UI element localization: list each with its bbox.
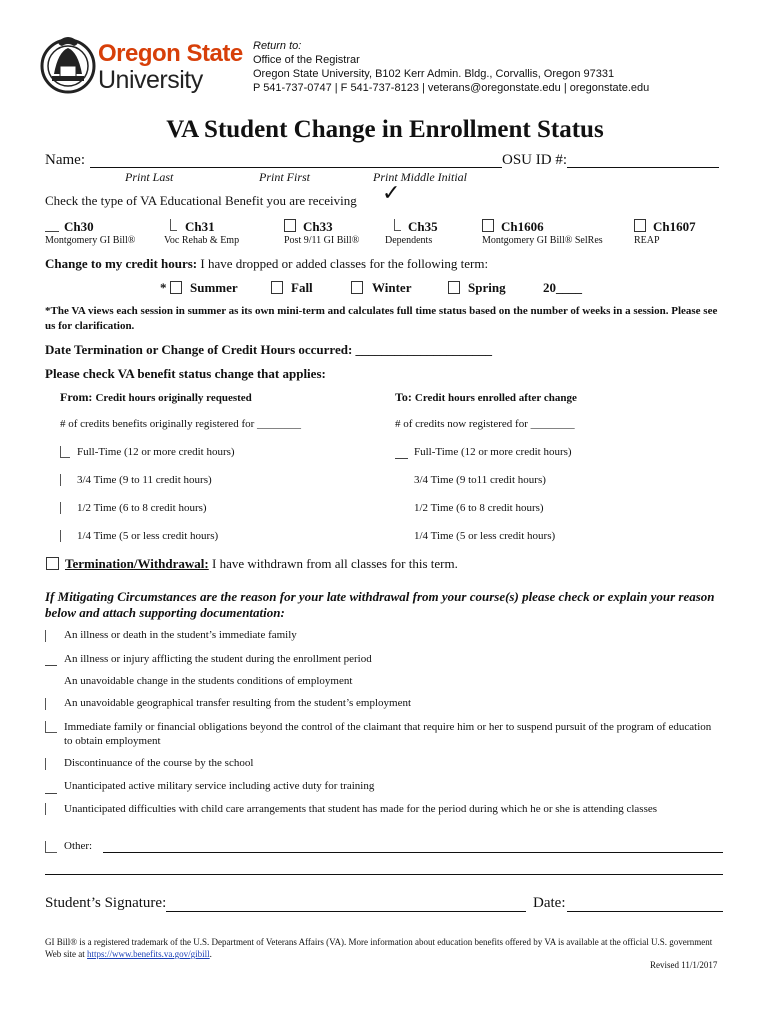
ch35-desc: Dependents xyxy=(385,235,433,246)
summer-asterisk: * xyxy=(160,280,167,295)
to-three-quarter-label: 3/4 Time (9 to11 credit hours) xyxy=(414,474,546,486)
ch33-checkbox[interactable] xyxy=(284,219,296,232)
from-three-quarter-label: 3/4 Time (9 to 11 credit hours) xyxy=(77,474,212,486)
mitigating-8-checkbox[interactable] xyxy=(45,803,46,815)
signature-label: Student’s Signature: xyxy=(45,895,167,911)
ch35-label: Ch35 xyxy=(408,219,438,234)
from-quarter-label: 1/4 Time (5 or less credit hours) xyxy=(77,530,219,542)
winter-label: Winter xyxy=(372,280,412,295)
benefit-prompt: Check the type of VA Educational Benefit you are receiving xyxy=(45,193,357,208)
mitigating-1-label: An illness or death in the student’s immediate family xyxy=(64,629,297,641)
mitigating-4-checkbox[interactable] xyxy=(45,698,46,710)
footer-note xyxy=(45,936,727,960)
page-title: VA Student Change in Enrollment Status xyxy=(166,116,604,143)
to-fulltime-checkbox[interactable] xyxy=(395,458,408,459)
spring-label: Spring xyxy=(468,280,506,295)
mitigating-4-label: An unavoidable geographical transfer resulting from the student’s employment xyxy=(64,697,412,709)
print-first-label: Print First xyxy=(259,170,311,184)
mitigating-5-label: Immediate family or financial obligations beyond the control of the claimant that require him or her to suspend pursuit of the program of education to obtain employment xyxy=(64,721,712,747)
termination-checkbox[interactable] xyxy=(46,557,59,570)
osu-id-field[interactable] xyxy=(567,167,719,168)
ch31-desc: Voc Rehab & Emp xyxy=(164,235,240,246)
checkmark-icon: ✓ xyxy=(382,180,401,205)
to-half-label: 1/2 Time (6 to 8 credit hours) xyxy=(414,502,544,514)
credit-change-text: I have dropped or added classes for the following term: xyxy=(197,256,489,271)
from-fulltime-checkbox[interactable] xyxy=(60,446,70,458)
mitigating-7-checkbox[interactable] xyxy=(45,793,57,794)
to-fulltime-label: Full-Time (12 or more credit hours) xyxy=(414,446,572,458)
mitigating-6-checkbox[interactable] xyxy=(45,758,46,770)
status-change-heading: Please check VA benefit status change that applies: xyxy=(45,366,326,381)
date-termination: Date Termination or Change of Credit Hours occurred: _____________________ xyxy=(45,342,493,357)
to-credits: # of credits now registered for ________ xyxy=(395,418,575,430)
to-text: Credit hours enrolled after change xyxy=(414,392,577,404)
fall-checkbox[interactable] xyxy=(271,281,283,294)
name-field[interactable] xyxy=(90,167,502,168)
fall-label: Fall xyxy=(291,280,313,295)
ch30-checkbox[interactable] xyxy=(45,231,59,232)
logo-line2: University xyxy=(98,66,203,94)
from-three-quarter-checkbox[interactable] xyxy=(60,474,61,486)
logo-line1: Oregon State xyxy=(98,40,243,67)
from-half-label: 1/2 Time (6 to 8 credit hours) xyxy=(77,502,207,514)
termination-label: Termination/Withdrawal: xyxy=(65,556,209,571)
termination-text: I have withdrawn from all classes for this term. xyxy=(208,556,458,571)
from-text: Credit hours originally requested xyxy=(95,392,252,404)
mitigating-1-checkbox[interactable] xyxy=(45,630,46,642)
ch33-desc: Post 9/11 GI Bill® xyxy=(284,235,360,246)
mitigating-8-label: Unanticipated difficulties with child care arrangements that student has made for the period during which he or she is attending classes xyxy=(64,803,658,815)
name-label: Name: xyxy=(45,152,85,168)
gibill-link[interactable]: https://www.benefits.va.gov/gibill xyxy=(87,949,210,959)
print-last-label: Print Last xyxy=(125,170,174,184)
ch30-desc: Montgomery GI Bill® xyxy=(45,235,136,246)
mitigating-7-label: Unanticipated active military service including active duty for training xyxy=(64,780,375,792)
from-half-checkbox[interactable] xyxy=(60,502,61,514)
ch1607-desc: REAP xyxy=(634,235,660,246)
credit-change-line xyxy=(45,256,488,272)
ch30-label: Ch30 xyxy=(64,219,94,234)
from-heading xyxy=(60,390,252,405)
ch1607-label: Ch1607 xyxy=(653,219,696,234)
from-quarter-checkbox[interactable] xyxy=(60,530,61,542)
return-office: Office of the Registrar xyxy=(253,54,360,66)
to-label: To: xyxy=(395,390,412,404)
mitigating-5-checkbox[interactable] xyxy=(45,721,57,733)
credit-change-label: Change to my credit hours: xyxy=(45,256,198,271)
mitigating-heading: If Mitigating Circumstances are the reason for your late withdrawal from your course(s) please check or explain your reason below and attach supporting documentation: xyxy=(45,589,715,620)
termination-line xyxy=(65,556,458,572)
osu-tree-seal-icon xyxy=(40,36,96,96)
summer-note: *The VA views each session in summer as its own mini-term and calculates full time status based on the number of weeks in a session. Please see us for clarification. xyxy=(45,305,718,332)
footer-note-text: GI Bill® is a registered trademark of the U.S. Department of Veterans Affairs (VA). More information about education benefits offered by VA is available at the official U.S. government Web site at xyxy=(45,937,713,959)
mitigating-2-label: An illness or injury afflicting the student during the enrollment period xyxy=(64,653,372,665)
return-to-label: Return to: xyxy=(253,40,302,52)
osu-id-label: OSU ID #: xyxy=(502,152,568,168)
footer-period: . xyxy=(209,949,212,959)
other-field[interactable] xyxy=(103,852,723,853)
to-quarter-label: 1/4 Time (5 or less credit hours) xyxy=(414,530,556,542)
signature-field[interactable] xyxy=(166,911,526,912)
summer-checkbox[interactable] xyxy=(170,281,182,294)
ch35-checkbox[interactable] xyxy=(394,219,401,231)
ch1606-desc: Montgomery GI Bill® SelRes xyxy=(482,235,603,246)
mitigating-other-checkbox[interactable] xyxy=(45,841,57,853)
mitigating-6-label: Discontinuance of the course by the school xyxy=(64,757,254,769)
to-heading xyxy=(395,390,577,405)
revised-date: Revised 11/1/2017 xyxy=(650,960,718,970)
mitigating-3-label: An unavoidable change in the students conditions of employment xyxy=(64,675,353,687)
print-middle-label: Print Middle Initial xyxy=(373,170,467,184)
date-label: Date: xyxy=(533,895,566,911)
ch1606-checkbox[interactable] xyxy=(482,219,494,232)
return-address: Oregon State University, B102 Kerr Admin. Bldg., Corvallis, Oregon 97331 xyxy=(253,68,615,80)
ch33-label: Ch33 xyxy=(303,219,333,234)
ch31-label: Ch31 xyxy=(185,219,215,234)
osu-logo xyxy=(40,36,243,98)
ch1607-checkbox[interactable] xyxy=(634,219,646,232)
return-contact: P 541-737-0747 | F 541-737-8123 | veterans@oregonstate.edu | oregonstate.edu xyxy=(253,82,650,94)
spring-checkbox[interactable] xyxy=(448,281,460,294)
summer-label: Summer xyxy=(190,280,238,295)
other-field-continued[interactable] xyxy=(45,874,723,875)
winter-checkbox[interactable] xyxy=(351,281,363,294)
year-field[interactable]: 20____ xyxy=(543,280,582,295)
from-label: From: xyxy=(60,390,93,404)
date-field[interactable] xyxy=(567,911,723,912)
mitigating-other-label: Other: xyxy=(64,840,93,852)
from-credits: # of credits benefits originally registered for ________ xyxy=(60,418,302,430)
from-fulltime-label: Full-Time (12 or more credit hours) xyxy=(77,446,235,458)
ch1606-label: Ch1606 xyxy=(501,219,544,234)
ch31-checkbox[interactable] xyxy=(170,219,177,231)
mitigating-2-checkbox[interactable] xyxy=(45,665,57,666)
